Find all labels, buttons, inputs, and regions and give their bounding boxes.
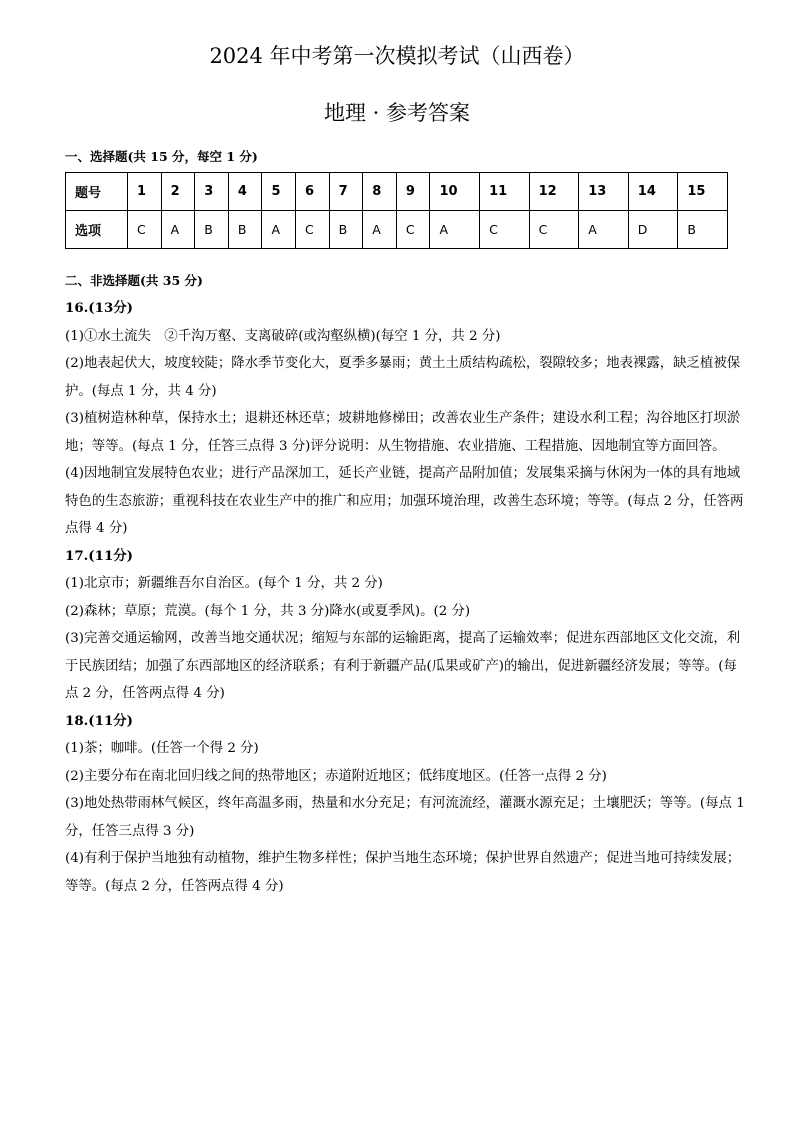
q18-answer-2: (2)主要分布在南北回归线之间的热带地区；赤道附近地区；低纬度地区。(任答一点得 2 分) bbox=[65, 768, 607, 784]
q17-answer-3: (3)完善交通运输网，改善当地交通状况；缩短与东部的运输距离，提高了运输效率；促进东西部地区文化交流，利于民族团结；加强了东西部地区的经济联系；有利于新疆产品(瓜果或矿产)的输出，促进新疆经济发展；等等。(每点 2 分，任答两点得 4 分) bbox=[65, 631, 741, 701]
answer-table bbox=[65, 172, 728, 249]
answer-option: A bbox=[363, 211, 397, 249]
answer-option: A bbox=[579, 211, 629, 249]
question-number: 14 bbox=[628, 173, 678, 211]
question-number: 10 bbox=[430, 173, 480, 211]
section-2-title: 二、非选择题(共 35 分) bbox=[65, 273, 203, 288]
question-number: 9 bbox=[396, 173, 430, 211]
row-label-question: 题号 bbox=[66, 173, 128, 211]
row-label-answer: 选项 bbox=[66, 211, 128, 249]
question-number: 3 bbox=[195, 173, 229, 211]
answer-option: B bbox=[329, 211, 363, 249]
answer-option: C bbox=[296, 211, 330, 249]
question-16-heading: 16.(13分) bbox=[65, 300, 133, 316]
question-number-row bbox=[66, 173, 728, 211]
q18-answer-4: (4)有利于保护当地独有动植物，维护生物多样性；保护当地生态环境；保护世界自然遗产；促进当地可持续发展；等等。(每点 2 分，任答两点得 4 分) bbox=[65, 851, 741, 894]
question-number: 4 bbox=[228, 173, 262, 211]
answer-option: A bbox=[430, 211, 480, 249]
answer-row bbox=[66, 211, 728, 249]
section-2-body bbox=[65, 295, 747, 900]
q16-answer-1: (1)①水土流失 ②千沟万壑、支离破碎(或沟壑纵横)(每空 1 分，共 2 分) bbox=[65, 328, 501, 344]
question-18-heading: 18.(11分) bbox=[65, 712, 133, 729]
q17-answer-1: (1)北京市；新疆维吾尔自治区。(每个 1 分，共 2 分) bbox=[65, 576, 383, 591]
question-number: 15 bbox=[678, 173, 728, 211]
q18-answer-3: (3)地处热带雨林气候区，终年高温多雨，热量和水分充足；有河流流经，灌溉水源充足；土壤肥沃；等等。(每点 1 分，任答三点得 3 分) bbox=[65, 796, 745, 839]
answer-option: C bbox=[480, 211, 530, 249]
answer-option: D bbox=[628, 211, 678, 249]
answer-option: B bbox=[678, 211, 728, 249]
question-number: 12 bbox=[529, 173, 579, 211]
answer-option: C bbox=[529, 211, 579, 249]
question-number: 2 bbox=[161, 173, 195, 211]
question-number: 7 bbox=[329, 173, 363, 211]
question-number: 1 bbox=[128, 173, 162, 211]
q16-answer-4: (4)因地制宜发展特色农业；进行产品深加工，延长产业链，提高产品附加值；发展集采摘与休闲为一体的具有地域特色的生态旅游；重视科技在农业生产中的推广和应用；加强环境治理，改善生态环境；等等。(每点 2 分，任答两点得 4 分) bbox=[65, 466, 744, 536]
page-subtitle: 地理 · 参考答案 bbox=[323, 101, 471, 125]
section-1-title: 一、选择题(共 15 分，每空 1 分) bbox=[65, 149, 258, 164]
q16-answer-2: (2)地表起伏大，坡度较陡；降水季节变化大，夏季多暴雨；黄土土质结构疏松，裂隙较多；地表裸露，缺乏植被保护。(每点 1 分，共 4 分) bbox=[65, 356, 741, 399]
answer-option: A bbox=[161, 211, 195, 249]
answer-option: A bbox=[262, 211, 296, 249]
question-number: 8 bbox=[363, 173, 397, 211]
answer-option: B bbox=[228, 211, 262, 249]
q18-answer-1: (1)茶；咖啡。(任答一个得 2 分) bbox=[65, 741, 259, 756]
question-number: 13 bbox=[579, 173, 629, 211]
question-17-heading: 17.(11分) bbox=[65, 547, 133, 564]
page-title: 2024 年中考第一次模拟考试（山西卷） bbox=[209, 44, 585, 68]
answer-option: B bbox=[195, 211, 229, 249]
question-number: 11 bbox=[480, 173, 530, 211]
question-number: 5 bbox=[262, 173, 296, 211]
q17-answer-2: (2)森林；草原；荒漠。(每个 1 分，共 3 分)降水(或夏季风)。(2 分) bbox=[65, 603, 471, 619]
answer-option: C bbox=[396, 211, 430, 249]
question-number: 6 bbox=[296, 173, 330, 211]
q16-answer-3: (3)植树造林种草，保持水土；退耕还林还草；坡耕地修梯田；改善农业生产条件；建设水利工程；沟谷地区打坝淤地；等等。(每点 1 分，任答三点得 3 分)评分说明：从生物措施、农业措施、工程措施、因地制宜等方面回答。 bbox=[65, 411, 741, 454]
answer-option: C bbox=[128, 211, 162, 249]
